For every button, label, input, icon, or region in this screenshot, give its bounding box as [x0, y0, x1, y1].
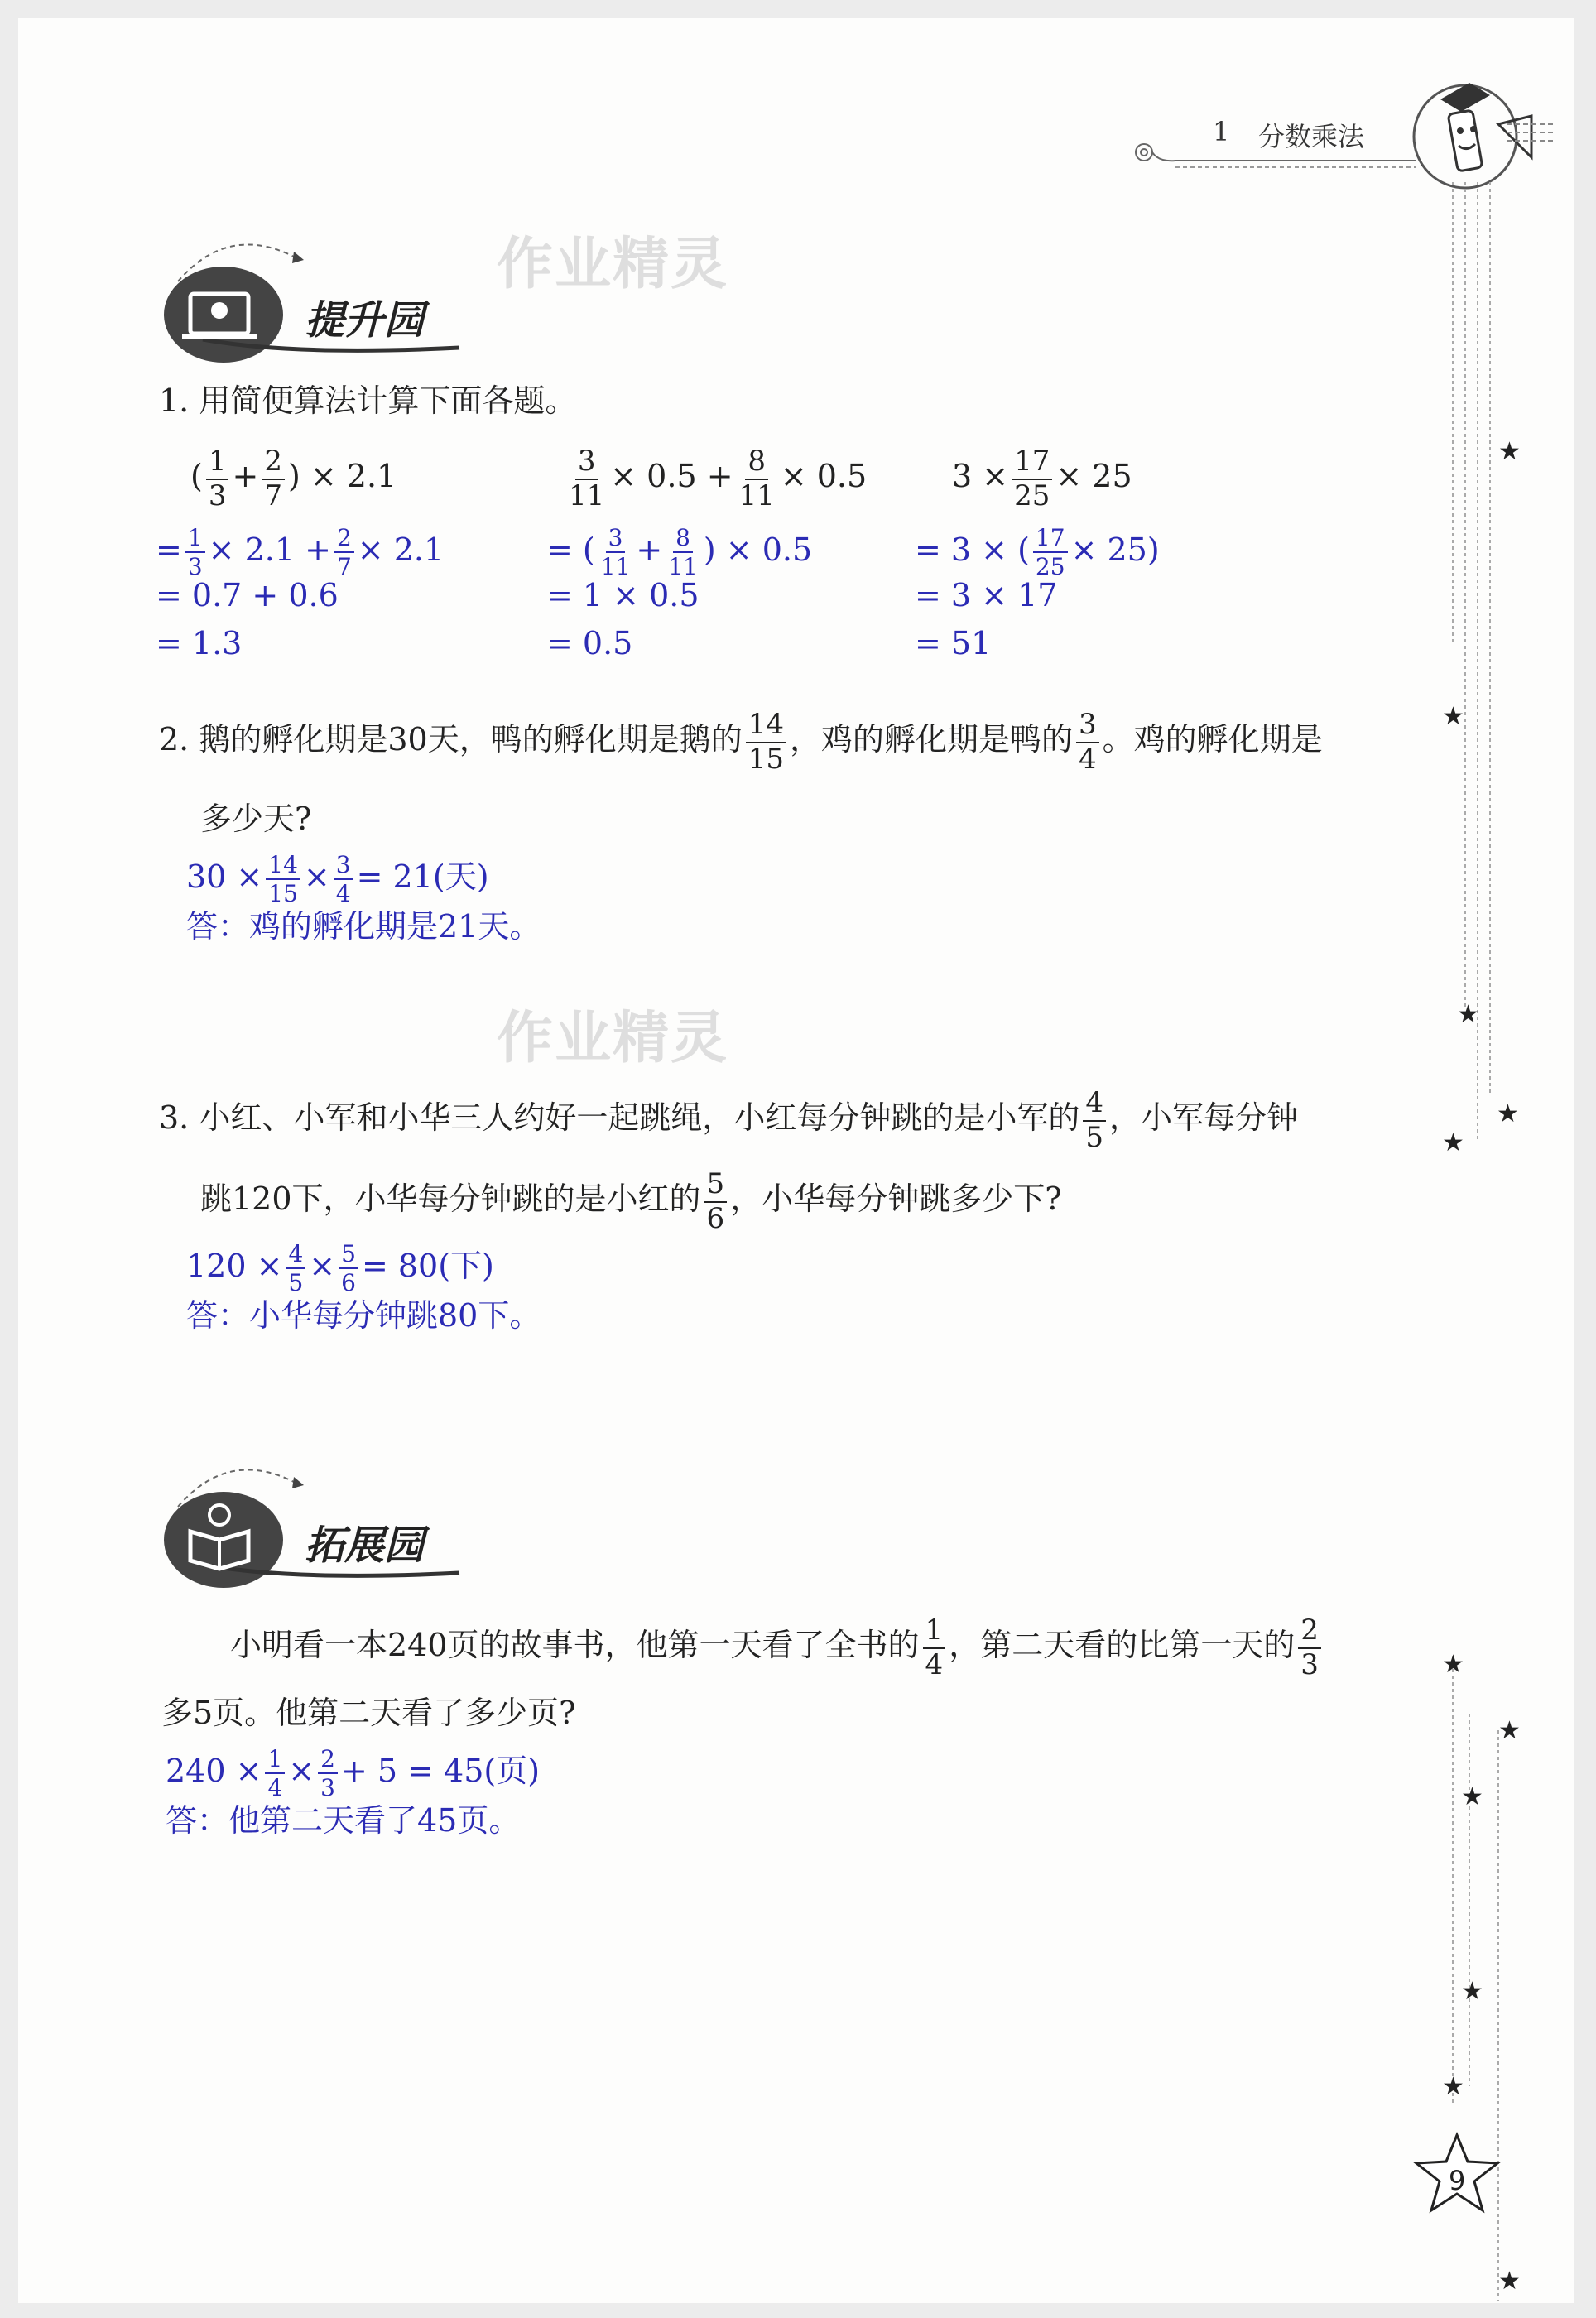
- fraction: [1076, 710, 1099, 774]
- denominator: 11: [569, 479, 605, 512]
- svg-text:★: ★: [1497, 1099, 1519, 1128]
- question-3-stem: [159, 1086, 1298, 1154]
- expression-mid: +: [636, 531, 663, 568]
- expression-tail: × 0.5: [780, 458, 868, 495]
- denominator: 4: [925, 1647, 944, 1681]
- denominator: 11: [668, 553, 698, 581]
- svg-text:★: ★: [1442, 1128, 1464, 1157]
- denominator: 4: [1078, 742, 1097, 776]
- denominator: 4: [267, 1774, 283, 1802]
- fraction: [266, 853, 300, 907]
- numerator: 1: [265, 1747, 285, 1774]
- svg-text:★: ★: [1442, 2072, 1464, 2101]
- q1-col1-problem: [190, 447, 397, 511]
- numerator: 3: [334, 853, 353, 880]
- denominator: 7: [264, 479, 282, 512]
- watermark: 作业精灵: [497, 232, 729, 297]
- numerator: 5: [704, 1170, 728, 1203]
- denominator: 3: [208, 479, 227, 512]
- stem-text: ，小军每分钟: [1108, 1099, 1298, 1137]
- pencil-mascot-icon: [1407, 66, 1556, 199]
- denominator: 6: [341, 1269, 356, 1297]
- expression-mid: × 0.5 +: [610, 458, 733, 495]
- q1-col2-step3: = 0.5: [546, 625, 633, 661]
- fraction: [286, 1242, 305, 1296]
- q1-col1-step1: [156, 526, 444, 580]
- fraction: [566, 447, 607, 511]
- denominator: 5: [1085, 1120, 1103, 1154]
- stem-text: 2. 鹅的孵化期是30天，鸭的孵化期是鹅的: [159, 721, 743, 758]
- denominator: 3: [1300, 1647, 1319, 1681]
- numerator: 2: [318, 1747, 338, 1774]
- expression-head: 30 ×: [186, 858, 263, 895]
- denominator: 25: [1035, 553, 1065, 581]
- fraction: [265, 1747, 285, 1801]
- denominator: 15: [268, 880, 298, 908]
- numerator: 3: [1076, 710, 1099, 743]
- expression-tail: ) × 0.5: [703, 531, 813, 568]
- expression-mid: ×: [309, 1247, 336, 1284]
- numerator: 3: [575, 447, 598, 480]
- stem-text: 跳120下，小华每分钟跳的是小红的: [200, 1181, 701, 1218]
- denominator: 11: [738, 479, 775, 512]
- q1-col2-step1: [546, 526, 812, 580]
- svg-text:★: ★: [1442, 702, 1464, 731]
- equals: = (: [546, 531, 595, 568]
- chapter-number: 1: [1213, 116, 1230, 147]
- numerator: 17: [1012, 447, 1052, 480]
- q1-col2-problem: [563, 447, 867, 511]
- numerator: 14: [746, 710, 786, 743]
- q3-answer: 答：小华每分钟跳80下。: [186, 1297, 541, 1334]
- expression-tail: = 80(下): [361, 1247, 494, 1284]
- numerator: 8: [673, 526, 693, 553]
- extension-question-stem: [230, 1613, 1324, 1681]
- fraction: [704, 1167, 728, 1235]
- fraction: [1083, 1086, 1106, 1154]
- q3-solution: [186, 1242, 494, 1296]
- fraction: [334, 526, 354, 580]
- svg-text:★: ★: [1461, 1782, 1483, 1811]
- svg-text:★: ★: [1498, 1716, 1521, 1745]
- q1-col3-problem: [952, 447, 1132, 511]
- fraction: [206, 447, 229, 511]
- margin-decoration: [1424, 182, 1531, 2301]
- expression-tail: + 5 = 45(页): [340, 1752, 541, 1789]
- q1-col3-step3: = 51: [915, 625, 992, 661]
- extension-question-line2: 多5页。他第二天看了多少页?: [161, 1695, 576, 1731]
- fraction: [334, 853, 353, 907]
- expression-mid: ×: [303, 858, 330, 895]
- numerator: 1: [206, 447, 229, 480]
- operator: +: [232, 458, 259, 495]
- expression-mid: ×: [288, 1752, 315, 1789]
- fraction: [746, 710, 786, 774]
- numerator: 17: [1033, 526, 1068, 553]
- numerator: 2: [262, 447, 285, 480]
- question-3-stem-line2: [200, 1167, 1062, 1235]
- fraction: [1033, 526, 1068, 580]
- denominator: 3: [187, 553, 203, 581]
- extension-answer: 答：他第二天看了45页。: [166, 1802, 521, 1839]
- denominator: 7: [336, 553, 352, 581]
- fraction: [598, 526, 633, 580]
- q1-col1-step2: = 0.7 + 0.6: [156, 577, 339, 613]
- numerator: 8: [745, 447, 768, 480]
- question-1-stem: 1. 用简便算法计算下面各题。: [159, 382, 577, 419]
- expression-head: = 3 × (: [915, 531, 1030, 568]
- fraction: [923, 1613, 946, 1681]
- expression-tail: ) × 2.1: [287, 458, 397, 495]
- expression-tail: = 21(天): [356, 858, 489, 895]
- denominator: 4: [335, 880, 351, 908]
- expression-tail: × 25: [1055, 458, 1132, 495]
- q1-col3-step2: = 3 × 17: [915, 577, 1058, 613]
- stem-text: 。鸡的孵化期是: [1102, 721, 1323, 758]
- svg-text:★: ★: [1498, 437, 1521, 466]
- denominator: 11: [600, 553, 631, 581]
- question-2-stem-line2: 多少天?: [200, 801, 312, 837]
- q1-col1-step3: = 1.3: [156, 625, 243, 661]
- numerator: 3: [606, 526, 626, 553]
- paren: (: [190, 458, 203, 495]
- svg-text:★: ★: [1442, 1650, 1464, 1679]
- fraction: [737, 447, 777, 511]
- q2-solution: [186, 853, 489, 907]
- fraction: [1298, 1613, 1321, 1681]
- svg-text:★: ★: [1457, 1000, 1479, 1029]
- denominator: 25: [1014, 479, 1050, 512]
- question-2-stem: [159, 710, 1323, 774]
- expression-tail: × 2.1: [357, 531, 445, 568]
- expression-mid: × 2.1 +: [208, 531, 331, 568]
- fraction: [318, 1747, 338, 1801]
- section-title-tishengyuan: 提升园: [305, 297, 425, 344]
- denominator: 6: [706, 1201, 725, 1235]
- fraction: [339, 1242, 358, 1296]
- extension-solution: [166, 1747, 540, 1801]
- page-number: 9: [1449, 2165, 1466, 2196]
- q2-answer: 答：鸡的孵化期是21天。: [186, 908, 541, 945]
- denominator: 3: [320, 1774, 335, 1802]
- numerator: 1: [923, 1616, 946, 1649]
- svg-text:★: ★: [1498, 2267, 1521, 2296]
- stem-text: ，鸡的孵化期是鸭的: [789, 721, 1073, 758]
- stem-text: ，小华每分钟跳多少下?: [730, 1181, 1062, 1218]
- q1-col3-step1: [915, 526, 1160, 580]
- fraction: [666, 526, 700, 580]
- denominator: 5: [288, 1269, 304, 1297]
- chapter-title: 分数乘法: [1258, 121, 1365, 152]
- numerator: 5: [339, 1242, 358, 1269]
- fraction: [185, 526, 205, 580]
- expression-tail: × 25): [1070, 531, 1160, 568]
- numerator: 2: [334, 526, 354, 553]
- fraction: [262, 447, 285, 511]
- q1-col2-step2: = 1 × 0.5: [546, 577, 699, 613]
- fraction: [1012, 447, 1052, 511]
- expression-head: 240 ×: [166, 1752, 262, 1789]
- numerator: 4: [286, 1242, 305, 1269]
- numerator: 2: [1298, 1616, 1321, 1649]
- watermark: 作业精灵: [497, 1006, 729, 1071]
- expression-head: 3 ×: [952, 458, 1009, 495]
- denominator: 15: [748, 742, 784, 776]
- equals: =: [156, 531, 182, 568]
- stem-text: 小明看一本240页的故事书，他第一天看了全书的: [230, 1627, 920, 1664]
- stem-text: ，第二天看的比第一天的: [949, 1627, 1296, 1664]
- expression-head: 120 ×: [186, 1247, 283, 1284]
- numerator: 14: [266, 853, 300, 880]
- numerator: 4: [1083, 1089, 1106, 1122]
- numerator: 1: [185, 526, 205, 553]
- svg-text:★: ★: [1461, 1977, 1483, 2006]
- section-title-tuozhanyuan: 拓展园: [305, 1522, 425, 1569]
- stem-text: 3. 小红、小军和小华三人约好一起跳绳，小红每分钟跳的是小军的: [159, 1099, 1080, 1137]
